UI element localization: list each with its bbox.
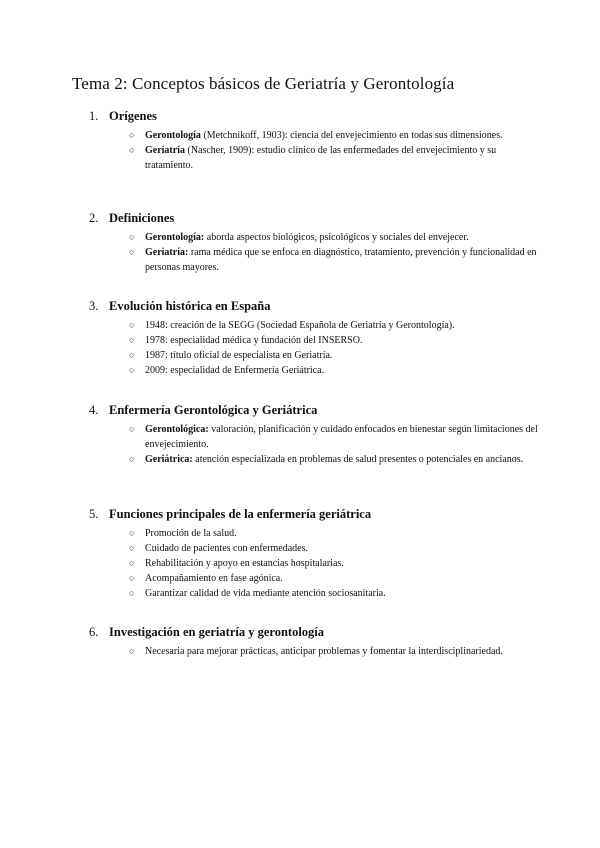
item-text: Garantizar calidad de vida mediante atención sociosanitaria. — [145, 588, 386, 599]
section-funciones — [89, 506, 539, 601]
list-item — [89, 556, 539, 571]
section-title: Enfermería Gerontológica y Geriátrica — [109, 403, 318, 417]
item-term: Geriátrica: — [145, 454, 193, 465]
bullet-icon: ○ — [129, 335, 135, 345]
list-item — [89, 245, 539, 275]
bullet-icon: ○ — [129, 558, 135, 568]
section-heading — [89, 506, 539, 522]
section-evolucion-historica — [89, 298, 539, 378]
bullet-icon: ○ — [129, 145, 135, 155]
item-text: Promoción de la salud. — [145, 528, 237, 539]
section-heading — [89, 108, 539, 124]
list-item — [89, 586, 539, 601]
bullet-icon: ○ — [129, 528, 135, 538]
section-origenes — [89, 108, 539, 173]
bullet-list — [89, 422, 539, 467]
item-text: rama médica que se enfoca en diagnóstico, tratamiento, prevención y funcionalidad en personas mayores. — [145, 247, 537, 273]
section-number: 4. — [89, 403, 99, 417]
bullet-icon: ○ — [129, 320, 135, 330]
item-text: (Metchnikoff, 1903): ciencia del envejecimiento en todas sus dimensiones. — [200, 130, 503, 141]
list-item — [89, 318, 539, 333]
section-number: 3. — [89, 299, 99, 313]
item-text: atención especializada en problemas de salud presentes o potenciales en ancianos. — [192, 454, 524, 465]
bullet-icon: ○ — [129, 424, 135, 434]
item-text: 1978: especialidad médica y fundación del INSERSO. — [145, 335, 363, 346]
list-item — [89, 452, 539, 467]
bullet-icon: ○ — [129, 232, 135, 242]
bullet-list — [89, 128, 539, 173]
bullet-icon: ○ — [129, 646, 135, 656]
item-text: 1987: título oficial de especialista en Geriatría. — [145, 350, 333, 361]
item-text: Acompañamiento en fase agónica. — [145, 573, 283, 584]
bullet-list — [89, 526, 539, 601]
bullet-list — [89, 644, 539, 659]
bullet-icon: ○ — [129, 588, 135, 598]
section-title: Investigación en geriatría y gerontología — [109, 625, 325, 639]
section-definiciones — [89, 210, 539, 275]
item-term: Geriatría: — [145, 247, 189, 258]
list-item — [89, 143, 539, 173]
item-term: Geriatría — [145, 145, 185, 156]
bullet-icon: ○ — [129, 543, 135, 553]
item-term: Gerontología: — [145, 232, 205, 243]
bullet-list — [89, 318, 539, 378]
section-number: 2. — [89, 211, 99, 225]
list-item — [89, 571, 539, 586]
bullet-icon: ○ — [129, 350, 135, 360]
item-text: 2009: especialidad de Enfermería Geriátrica. — [145, 365, 325, 376]
list-item — [89, 644, 539, 659]
bullet-icon: ○ — [129, 130, 135, 140]
item-text: Necesaria para mejorar prácticas, anticipar problemas y fomentar la interdisciplinariedad. — [145, 646, 503, 657]
section-title: Definiciones — [109, 211, 175, 225]
section-heading — [89, 298, 539, 314]
item-text: aborda aspectos biológicos, psicológicos y sociales del envejecer. — [204, 232, 469, 243]
section-investigacion — [89, 624, 539, 659]
list-item — [89, 230, 539, 245]
item-term: Gerontología — [145, 130, 201, 141]
section-title: Evolución histórica en España — [109, 299, 271, 313]
list-item — [89, 541, 539, 556]
item-text: 1948: creación de la SEGG (Sociedad Española de Geriatría y Gerontología). — [145, 320, 455, 331]
section-number: 5. — [89, 507, 99, 521]
section-heading — [89, 402, 539, 418]
list-item — [89, 128, 539, 143]
section-title: Orígenes — [109, 109, 157, 123]
item-text: valoración, planificación y cuidado enfocados en bienestar según limitaciones del envejecimiento. — [145, 424, 538, 450]
list-item — [89, 526, 539, 541]
list-item — [89, 333, 539, 348]
section-heading — [89, 624, 539, 640]
item-term: Gerontológica: — [145, 424, 209, 435]
bullet-icon: ○ — [129, 454, 135, 464]
item-text: Cuidado de pacientes con enfermedades. — [145, 543, 308, 554]
section-number: 6. — [89, 625, 99, 639]
bullet-list — [89, 230, 539, 275]
bullet-icon: ○ — [129, 247, 135, 257]
list-item — [89, 348, 539, 363]
bullet-icon: ○ — [129, 573, 135, 583]
list-item — [89, 422, 539, 452]
item-text: Rehabilitación y apoyo en estancias hospitalarias. — [145, 558, 344, 569]
section-enfermeria — [89, 402, 539, 467]
bullet-icon: ○ — [129, 365, 135, 375]
section-number: 1. — [89, 109, 99, 123]
section-heading — [89, 210, 539, 226]
list-item — [89, 363, 539, 378]
section-title: Funciones principales de la enfermería geriátrica — [109, 507, 372, 521]
page-title: Tema 2: Conceptos básicos de Geriatría y Gerontología — [72, 74, 455, 93]
item-text: (Nascher, 1909): estudio clínico de las enfermedades del envejecimiento y su tratamiento. — [145, 145, 497, 171]
